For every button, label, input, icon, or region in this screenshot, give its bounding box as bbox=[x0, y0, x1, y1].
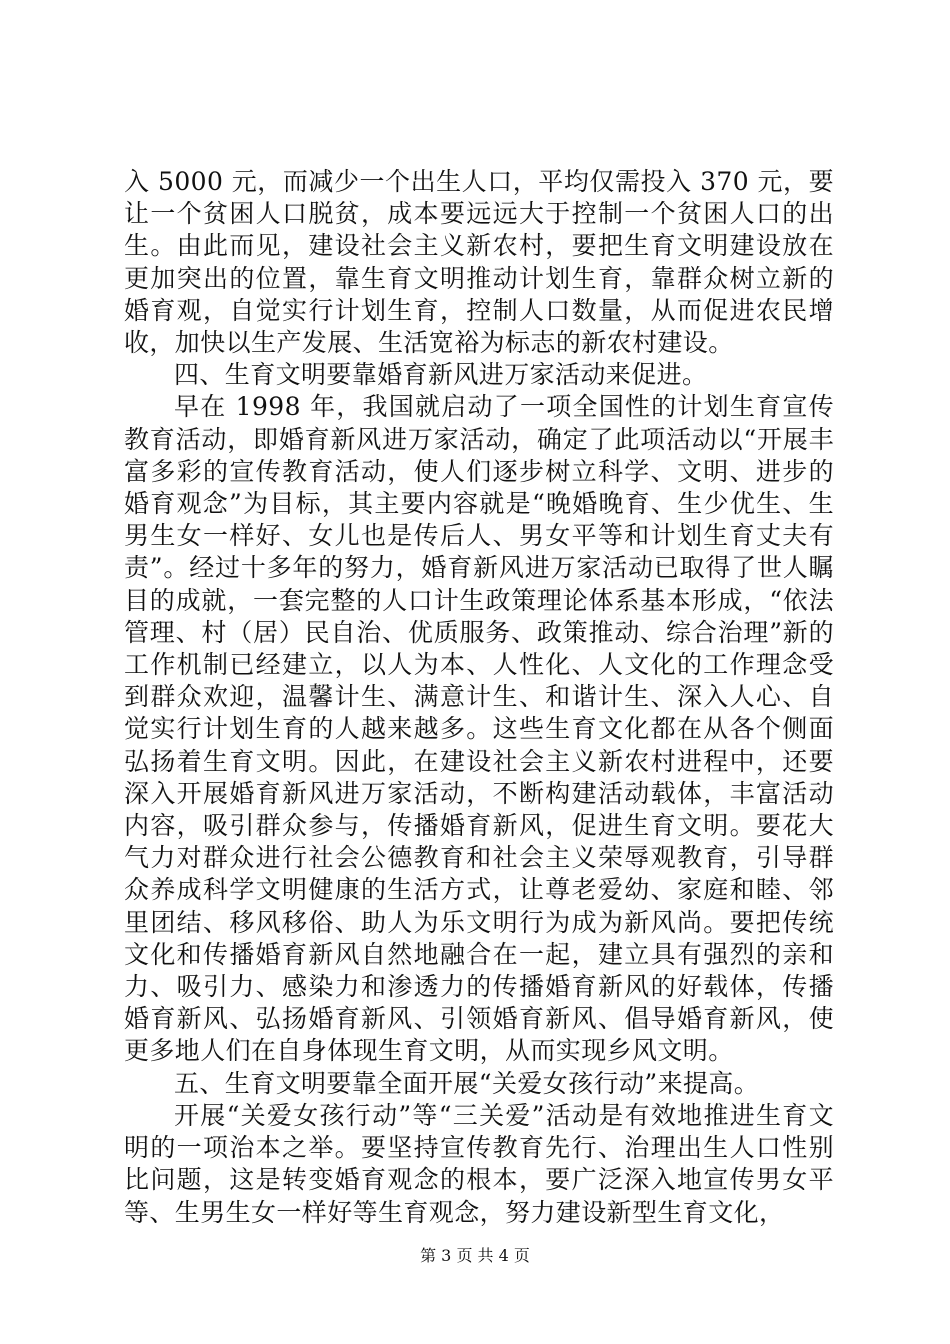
paragraph-care-for-girls: 开展“关爱女孩行动”等“三关爱”活动是有效地推进生育文明的一项治本之举。要坚持宣传教育先行、治理出生人口性别比问题，这是转变婚育观念的根本，要广泛深入地宣传男女平等、生男生女一样好等生育观念，努力建设新型生育文化， bbox=[124, 1100, 834, 1227]
document-body bbox=[124, 166, 834, 1229]
paragraph-marriage-customs: 早在 1998 年，我国就启动了一项全国性的计划生育宣传教育活动，即婚育新风进万家活动，确定了此项活动以“开展丰富多彩的宣传教育活动，使人们逐步树立科学、文明、进步的婚育观念”为目标，其主要内容就是“晚婚晚育、生少优生、生男生女一样好、女儿也是传后人、男女平等和计划生育丈夫有责”。经过十多年的努力，婚育新风进万家活动已取得了世人瞩目的成就，一套完整的人口计生政策理论体系基本形成，“依法管理、村（居）民自治、优质服务、政策推动、综合治理”新的工作机制已经建立，以人为本、人性化、人文化的工作理念受到群众欢迎，温馨计生、满意计生、和谐计生、深入人心、自觉实行计划生育的人越来越多。这些生育文化都在从各个侧面弘扬着生育文明。因此，在建设社会主义新农村进程中，还要深入开展婚育新风进万家活动，不断构建活动载体，丰富活动内容，吸引群众参与，传播婚育新风，促进生育文明。要花大气力对群众进行社会公德教育和社会主义荣辱观教育，引导群众养成科学文明健康的生活方式，让尊老爱幼、家庭和睦、邻里团结、移风移俗、助人为乐文明行为成为新风尚。要把传统文化和传播婚育新风自然地融合在一起，建立具有强烈的亲和力、吸引力、感染力和渗透力的传播婚育新风的好载体，传播婚育新风、弘扬婚育新风、引领婚育新风、倡导婚育新风，使更多地人们在自身体现生育文明，从而实现乡风文明。 bbox=[124, 392, 834, 1066]
page-footer: 第 3 页 共 4 页 bbox=[420, 1246, 530, 1265]
paragraph-continuation: 入 5000 元，而减少一个出生人口，平均仅需投入 370 元，要让一个贫困人口脱贫，成本要远远大于控制一个贫困人口的出生。由此而见，建设社会主义新农村，要把生育文明建设放在更加突出的位置，靠生育文明推动计划生育，靠群众树立新的婚育观，自觉实行计划生育，控制人口数量，从而促进农民增收，加快以生产发展、生活宽裕为标志的新农村建设。 bbox=[124, 167, 834, 358]
section-heading-five: 五、生育文明要靠全面开展“关爱女孩行动”来提高。 bbox=[174, 1068, 760, 1098]
section-heading-four: 四、生育文明要靠婚育新风进万家活动来促进。 bbox=[174, 360, 708, 390]
